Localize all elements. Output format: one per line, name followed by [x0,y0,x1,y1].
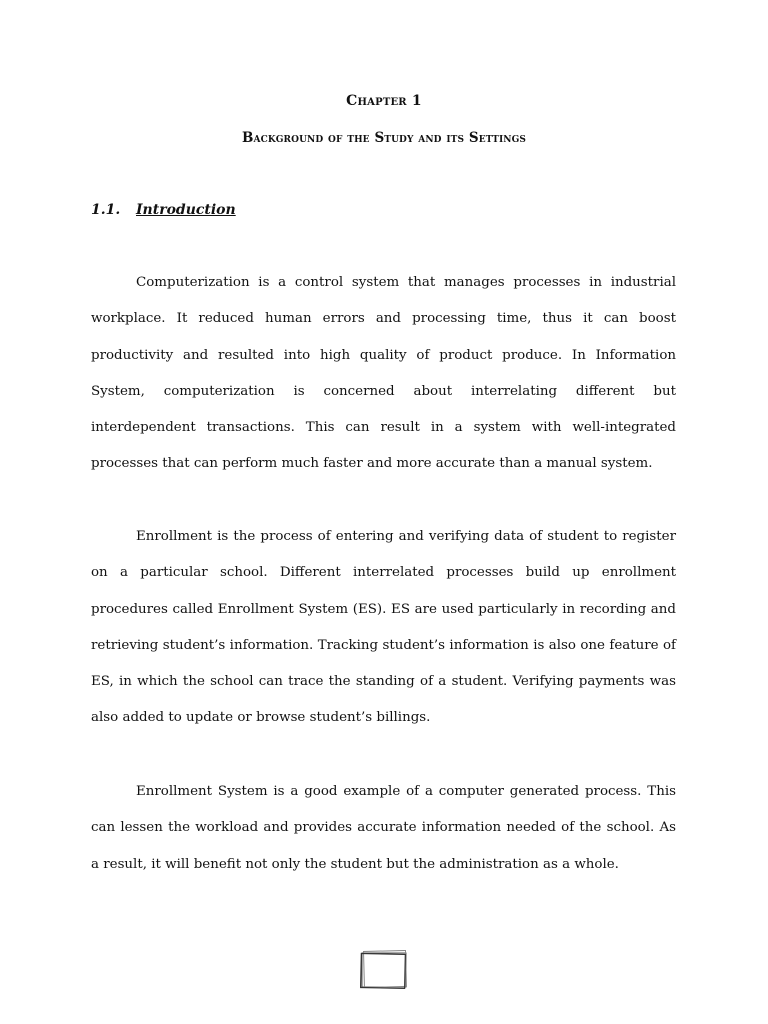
paragraph-computerization: Computerization is a control system that manages processes in industrial workplace. It reduced human errors and processing time, thus it can boost productivity and resulted into high quality of product produce. In Information System, computerization is concerned about interrelating different but interdependent transactions. This can result in a system with well-integrated processes that can perform much faster and more accurate than a manual system. [91,275,676,472]
section-number: 1.1. [91,202,121,218]
section-heading [91,202,236,218]
section-title: Introduction [136,202,236,218]
chapter-subtitle: Background of the Study and its Settings [241,130,526,146]
paragraph-enrollment-system: Enrollment System is a good example of a computer generated process. This can lessen the workload and provides accurate information needed of the school. As a result, it will benefit not only the student but the administration as a whole. [91,784,676,872]
chapter-title: Chapter 1 [346,93,422,109]
paragraph-enrollment: Enrollment is the process of entering and verifying data of student to register on a particular school. Different interrelated processes build up enrollment procedures called Enrollment System (ES). ES are used particularly in recording and retrieving student’s information. Tracking student’s information is also one feature of ES, in which the school can trace the standing of a student. Verifying payments was also added to update or browse student’s billings. [91,529,676,726]
page-number-frame-icon [360,950,408,990]
